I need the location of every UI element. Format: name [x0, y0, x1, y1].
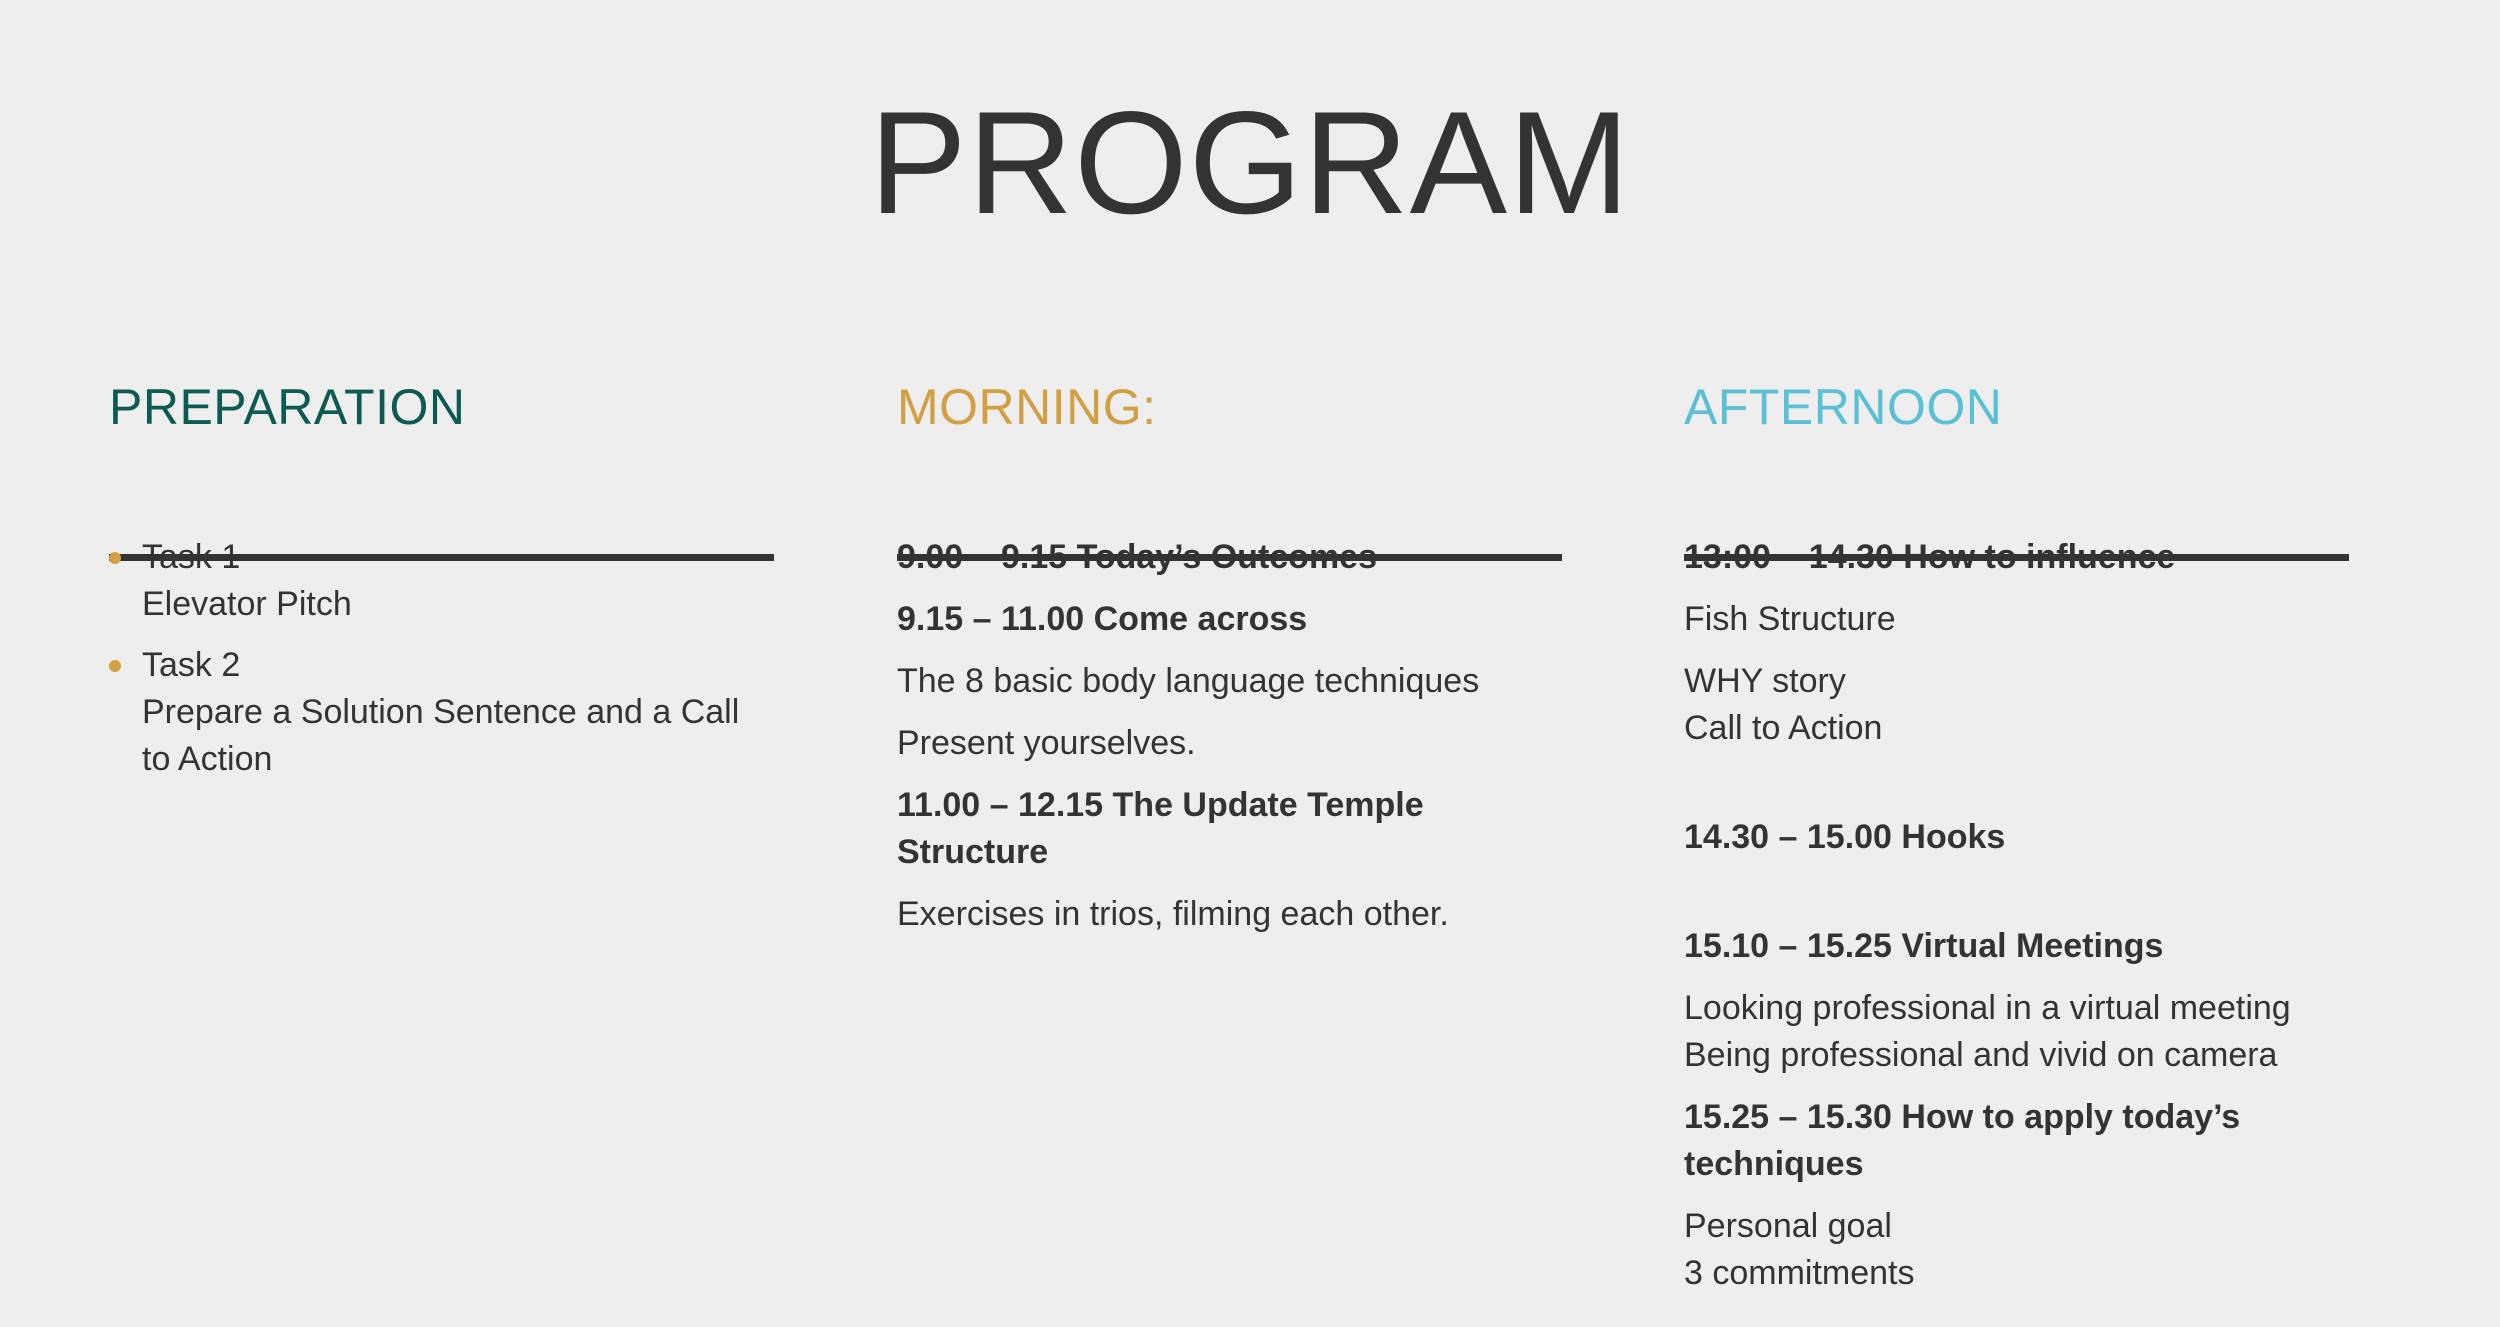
afternoon-body [1684, 534, 2349, 1297]
session-title: 15.10 – 15.25 Virtual Meetings [1684, 927, 2164, 965]
afternoon-heading: AFTERNOON [1684, 379, 2003, 435]
list-item [109, 534, 774, 628]
session-title: 13:00 – 14.30 How to influence [1684, 538, 2176, 576]
task-description: Elevator Pitch [142, 585, 352, 623]
session-detail: Being professional and vivid on camera [1684, 1036, 2278, 1074]
bullet-icon [109, 660, 121, 672]
morning-column [897, 372, 1562, 933]
morning-heading: MORNING: [897, 379, 1157, 435]
preparation-column [109, 372, 774, 778]
session-detail: Looking professional in a virtual meeting [1684, 989, 2291, 1027]
session-title: 9.15 – 11.00 Come across [897, 600, 1308, 638]
task-list [109, 534, 774, 783]
session-title: 11.00 – 12.15 The Update Temple Structure [897, 786, 1424, 871]
session-detail: Personal goal [1684, 1207, 1892, 1245]
preparation-heading: PREPARATION [109, 379, 466, 435]
page-title: PROGRAM [869, 81, 1631, 244]
bullet-icon [109, 552, 121, 564]
task-title: Task 2 [142, 646, 241, 684]
session-detail: WHY story [1684, 662, 1846, 700]
preparation-body [109, 534, 774, 797]
session-detail: Present yourselves. [897, 724, 1196, 762]
session-title: 15.25 – 15.30 How to apply today’s techniques [1684, 1098, 2241, 1183]
session-title: 9.00 – 9.15 Today’s Outcomes [897, 538, 1378, 576]
task-title: Task 1 [142, 538, 241, 576]
session-title: 14.30 – 15.00 Hooks [1684, 818, 2006, 856]
session-detail: 3 commitments [1684, 1254, 1915, 1292]
session-detail: Fish Structure [1684, 600, 1896, 638]
session-detail: The 8 basic body language techniques [897, 662, 1480, 700]
session-detail: Exercises in trios, filming each other. [897, 895, 1449, 933]
list-item [109, 642, 774, 783]
morning-body [897, 534, 1562, 953]
afternoon-column [1684, 372, 2349, 1292]
session-detail: Call to Action [1684, 709, 1883, 747]
task-description: Prepare a Solution Sentence and a Call to Action [142, 693, 740, 778]
